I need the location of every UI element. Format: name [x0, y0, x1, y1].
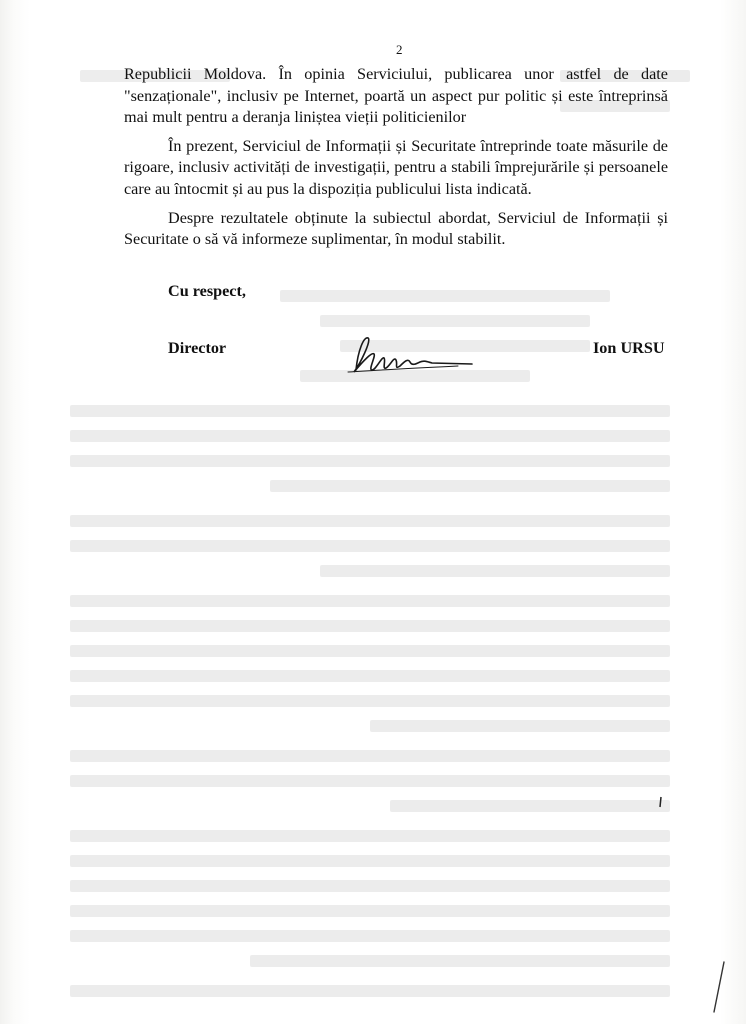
handwritten-signature — [338, 330, 478, 378]
page-number: 2 — [396, 42, 403, 57]
stray-mark — [658, 796, 664, 808]
paragraph-continuation: Republicii Moldova. În opinia Serviciului, publicarea unor astfel de date "senzaționale", inclusiv pe Internet, poartă un aspect pur politic și este întreprinsă mai mult pentru a deranja liniștea vieții politicienilor — [124, 65, 668, 127]
edge-pen-mark — [708, 960, 728, 1015]
signatory-name: Ion URSU — [593, 339, 665, 357]
paragraph-results: Despre rezultatele obținute la subiectul abordat, Serviciul de Informații și Securitate o să vă informeze suplimentar, în modul stabilit. — [124, 208, 668, 249]
letter-body — [124, 64, 668, 258]
paragraph-measures: În prezent, Serviciul de Informații și Securitate întreprinde toate măsurile de rigoare, inclusiv activități de investigații, pentru a stabili împrejurările și persoanele care au întocmit și au pus la dispoziția publicului lista indicată. — [124, 136, 668, 198]
closing-salutation: Cu respect, — [168, 282, 246, 300]
signatory-role: Director — [168, 339, 227, 357]
